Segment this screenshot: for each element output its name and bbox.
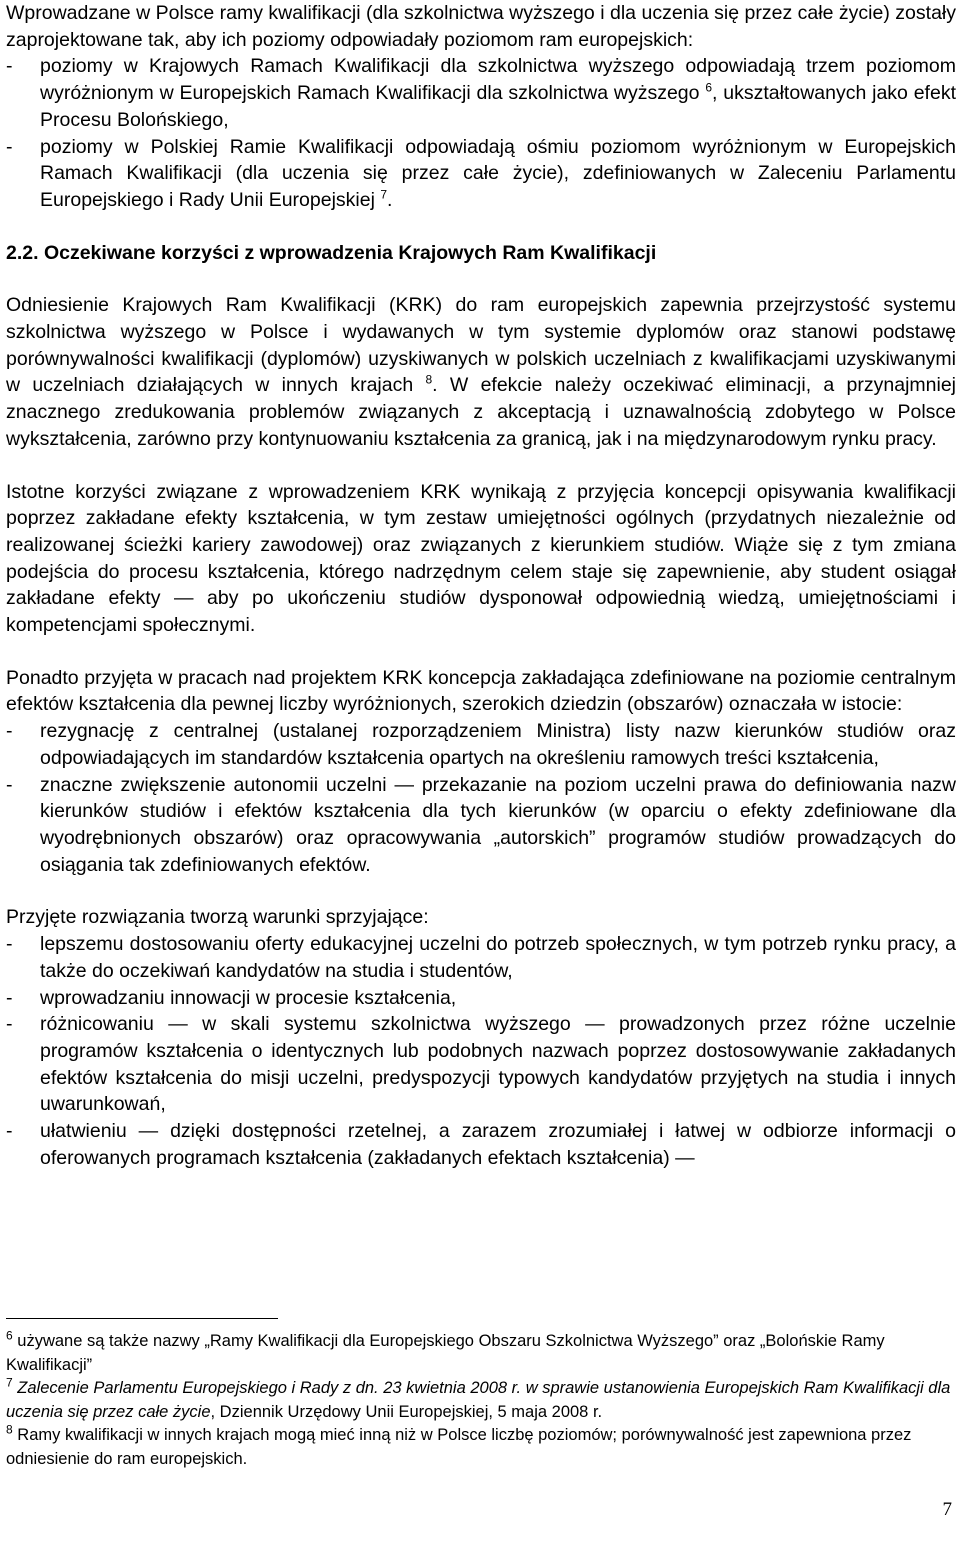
footnote-text: Ramy kwalifikacji w innych krajach mogą mieć inną niż w Polsce liczbę poziomów; porównywalność jest zapewniona przez odniesienie do ram europejskich.	[6, 1426, 912, 1468]
list-item-text: wprowadzaniu innowacji w procesie kształcenia,	[40, 986, 457, 1009]
intro-list-item	[6, 134, 956, 214]
list-item-text: lepszemu dostosowaniu oferty edukacyjnej uczelni do potrzeb społecznych, w tym potrzeb rynku pracy, a także do oczekiwań kandydatów na studia i studentów,	[40, 933, 956, 982]
list-dash: -	[6, 773, 13, 796]
footnote-text: używane są także nazwy „Ramy Kwalifikacji dla Europejskiego Obszaru Szkolnictwa Wyższego” oraz „Bolońskie Ramy Kwalifikacji”	[6, 1332, 885, 1374]
list-item-text-end: .	[387, 188, 393, 211]
list-item-text: ułatwieniu — dzięki dostępności rzetelnej, a zarazem zrozumiałej i łatwej w odbiorze informacji o oferowanych programach kształcenia (zakładanych efektach kształcenia) —	[40, 1120, 956, 1169]
section-heading: 2.2. Oczekiwane korzyści z wprowadzenia Krajowych Ram Kwalifikacji	[6, 241, 657, 264]
paragraph-text-end: . W efekcie należy oczekiwać eliminacji, a przynajmniej znacznego zredukowania problemów związanych z akceptacją i uznawalnością zdobytego w Polsce wykształcenia, zarówno przy kontynuowaniu kształcenia za granicą, jak i na międzynarodowym rynku pracy.	[6, 374, 957, 450]
footnote-7	[6, 1377, 956, 1424]
footnote-text: , Dziennik Urzędowy Unii Europejskiej, 5 maja 2008 r.	[210, 1402, 603, 1421]
footnote-ref[interactable]: 6	[705, 80, 713, 95]
list-item	[6, 718, 956, 771]
paragraph: Ponadto przyjęta w pracach nad projektem KRK koncepcja zakładająca zdefiniowane na poziomie centralnym efektów kształcenia dla pewnej liczby wyróżnionych, szerokich dziedzin (obszarów) oznaczała w istocie:	[6, 666, 956, 716]
list-item-text: poziomy w Krajowych Ramach Kwalifikacji dla szkolnictwa wyższego odpowiadają trzem poziomom wyróżnionym w Europejskich Ramach Kwalifikacji dla szkolnictwa wyższego	[40, 55, 956, 105]
list-dash: -	[6, 986, 13, 1009]
list-item	[6, 1118, 956, 1171]
footnote-8	[6, 1424, 956, 1471]
list-item	[6, 985, 956, 1012]
footnote-number: 7	[6, 1375, 13, 1390]
list-item-text: różnicowaniu — w skali systemu szkolnictwa wyższego — prowadzonych przez różne uczelnie programów kształcenia o identycznych lub podobnych nazwach poprzez dostosowywanie zakładanych efektów kształcenia do misji uczelni, predyspozycji typowych kandydatów przyjętych na studia i innych uwarunkowań,	[40, 1013, 956, 1116]
list-item	[6, 1011, 956, 1118]
list-dash: -	[6, 933, 13, 956]
paragraph-text: Odniesienie Krajowych Ram Kwalifikacji (KRK) do ram europejskich zapewnia przejrzystość systemu szkolnictwa wyższego w Polsce i wydawanych w tym systemie dyplomów oraz stanowi podstawę porównywalności kwalifikacji (dyplomów) uzyskiwanych w polskich uczelniach z kwalifikacjami uzyskiwanymi w uczelniach działających w innych krajach	[6, 294, 956, 397]
list-dash: -	[6, 55, 13, 78]
footnote-ref[interactable]: 8	[425, 372, 433, 387]
footnote-number: 6	[6, 1328, 13, 1343]
intro-list-item	[6, 53, 956, 133]
footnote-6	[6, 1330, 956, 1377]
footnote-title: Zalecenie Parlamentu Europejskiego i Rady z dn. 23 kwietnia 2008 r. w sprawie ustanowienia Europejskich Ram Kwalifikacji dla uczenia się przez całe życie	[6, 1379, 951, 1421]
list-item-text: poziomy w Polskiej Ramie Kwalifikacji odpowiadają ośmiu poziomom wyróżnionym w Europejskich Ramach Kwalifikacji (dla uczenia się przez całe życie), zdefiniowanych w Zaleceniu Parlamentu Europejskiego i Rady Unii Europejskiej	[40, 135, 956, 211]
list-item-text: znaczne zwiększenie autonomii uczelni — przekazanie na poziom uczelni prawa do definiowania nazw kierunków studiów i efektów kształcenia dla tych kierunków (w oparciu o efekty zdefiniowane dla wyodrębnionych obszarów) oraz opracowywania „autorskich” programów studiów prowadzących do osiągania tak zdefiniowanych efektów.	[40, 773, 956, 876]
footnote-ref[interactable]: 7	[380, 187, 388, 202]
footnote-number: 8	[6, 1422, 13, 1437]
list-dash: -	[6, 135, 13, 158]
list-item	[6, 931, 956, 984]
paragraph: Istotne korzyści związane z wprowadzeniem KRK wynikają z przyjęcia koncepcji opisywania kwalifikacji poprzez zakładane efekty kształcenia, w tym zestaw umiejętności ogólnych (przydatnych niezależnie od realizowanej ścieżki kariery zawodowej) oraz związanych z kierunkiem studiów. Wiąże się z tym zmiana podejścia do procesu kształcenia, którego nadrzędnym celem staje się zapewnienie, aby student osiągał zakładane efekty — aby po ukończeniu studiów dysponował odpowiednią wiedzą, umiejętnościami i kompetencjami społecznymi.	[6, 480, 956, 637]
paragraph	[6, 292, 956, 452]
list-dash: -	[6, 1120, 13, 1143]
page-number: 7	[942, 1499, 952, 1520]
list-item-text-end: , ukształtowanych jako efekt Procesu Bolońskiego,	[40, 82, 956, 131]
intro-paragraph: Wprowadzane w Polsce ramy kwalifikacji (dla szkolnictwa wyższego i dla uczenia się przez całe życie) zostały zaprojektowane tak, aby ich poziomy odpowiadały poziomom ram europejskich:	[6, 2, 956, 51]
list-dash: -	[6, 1013, 13, 1036]
paragraph: Przyjęte rozwiązania tworzą warunki sprzyjające:	[6, 906, 429, 929]
footnote-separator	[6, 1318, 278, 1319]
list-item-text: rezygnację z centralnej (ustalanej rozporządzeniem Ministra) listy nazw kierunków studiów oraz odpowiadających im standardów kształcenia opartych na określeniu ramowych treści kształcenia,	[40, 720, 956, 769]
body-text	[6, 0, 956, 1171]
list-item	[6, 772, 956, 879]
list-dash: -	[6, 720, 13, 743]
footnotes	[6, 1330, 956, 1471]
